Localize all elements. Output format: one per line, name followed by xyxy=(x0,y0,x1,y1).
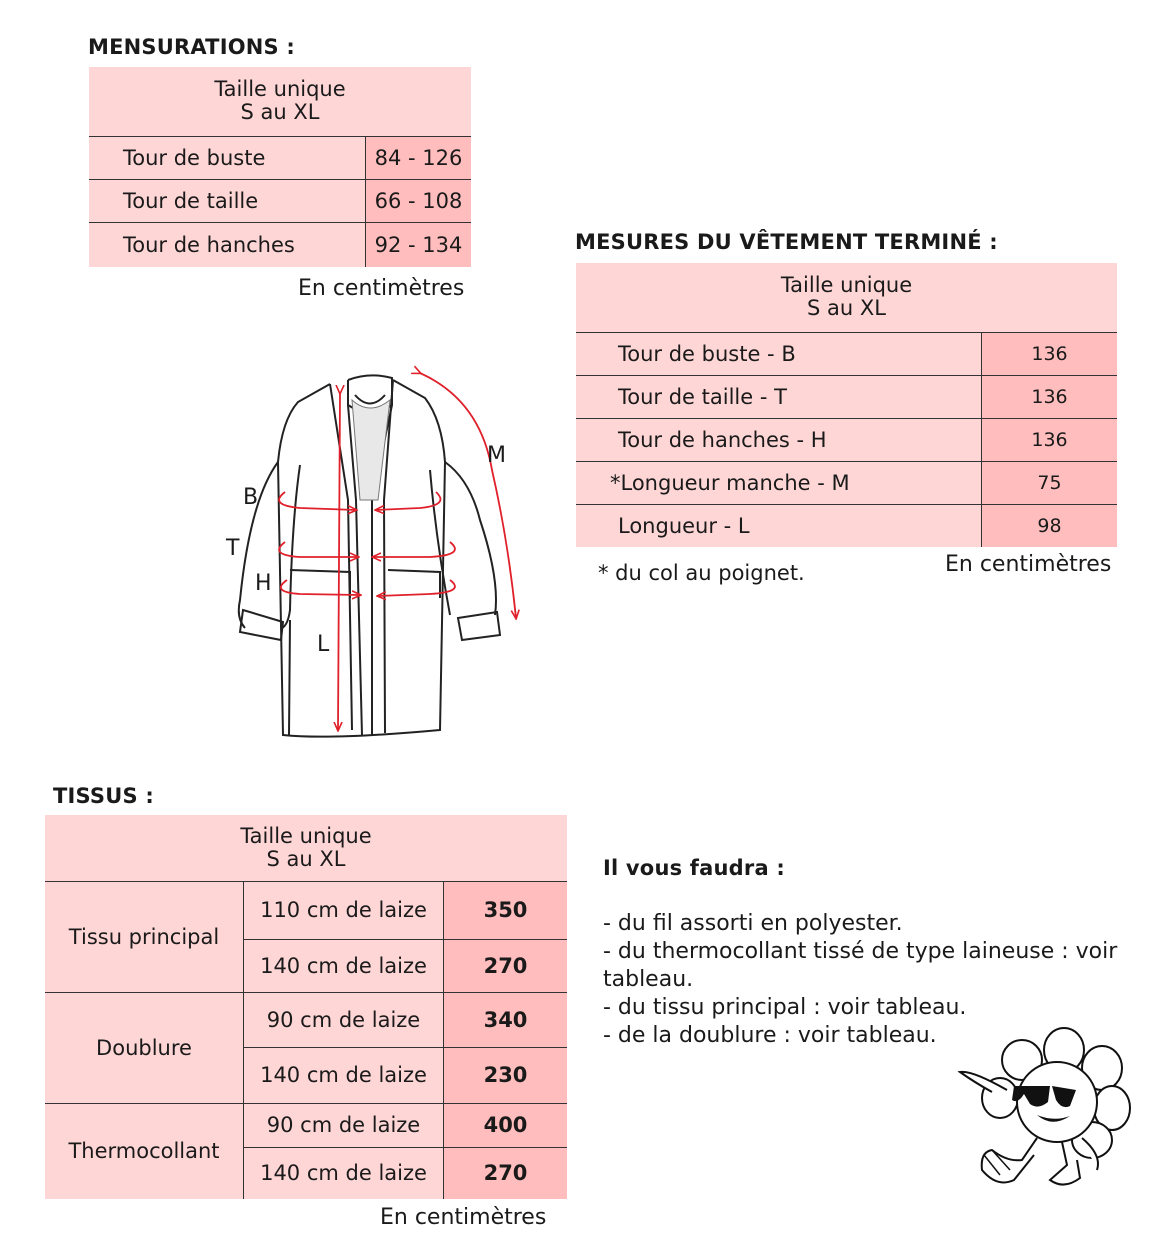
header-line-2: S au XL xyxy=(807,296,886,321)
tissus-unit: En centimètres xyxy=(380,1205,547,1230)
label-m: M xyxy=(487,443,506,468)
laize-width: 110 cm de laize xyxy=(244,881,444,939)
row-label: *Longueur manche - M xyxy=(576,461,982,504)
fabric-amount: 270 xyxy=(444,939,568,992)
row-label: Tour de hanches - H xyxy=(576,418,982,461)
fabric-amount: 270 xyxy=(444,1147,568,1199)
header-line-1: Taille unique xyxy=(780,273,913,298)
row-value: 84 - 126 xyxy=(366,136,472,179)
laize-width: 140 cm de laize xyxy=(244,1147,444,1199)
mensurations-title: MENSURATIONS : xyxy=(88,35,295,59)
fabric-amount: 350 xyxy=(444,881,568,939)
row-value: 136 xyxy=(982,332,1118,375)
row-value: 66 - 108 xyxy=(366,179,472,222)
header-line-2: S au XL xyxy=(240,100,320,125)
header-line-1: Taille unique xyxy=(214,77,346,102)
list-item: - du fil assorti en polyester. xyxy=(603,911,903,936)
list-item: - du tissu principal : voir tableau. xyxy=(603,995,967,1020)
label-h: H xyxy=(255,571,272,596)
table-row xyxy=(45,881,567,939)
label-l: L xyxy=(317,632,330,657)
table-row xyxy=(45,992,567,1047)
tissus-title: TISSUS : xyxy=(53,784,154,808)
fabric-amount: 340 xyxy=(444,992,568,1047)
finished-unit: En centimètres xyxy=(945,552,1112,577)
row-label: Tour de taille - T xyxy=(576,375,982,418)
row-value: 75 xyxy=(982,461,1118,504)
header-line-1: Taille unique xyxy=(240,823,372,848)
row-label: Tour de taille xyxy=(89,179,366,222)
fabric-amount: 400 xyxy=(444,1103,568,1147)
finished-title: MESURES DU VÊTEMENT TERMINÉ : xyxy=(575,230,998,254)
group-name: Doublure xyxy=(45,992,244,1103)
row-value: 98 xyxy=(982,504,1118,547)
needs-title: Il vous faudra : xyxy=(603,856,785,880)
row-label: Longueur - L xyxy=(576,504,982,547)
fabric-amount: 230 xyxy=(444,1047,568,1103)
list-item: - du thermocollant tissé de type laineuse : voir tableau. xyxy=(603,939,1118,992)
row-value: 136 xyxy=(982,375,1118,418)
header-line-2: S au XL xyxy=(266,846,346,871)
row-value: 136 xyxy=(982,418,1118,461)
laize-width: 90 cm de laize xyxy=(244,992,444,1047)
row-label: Tour de hanches xyxy=(89,222,366,267)
row-label: Tour de buste xyxy=(89,136,366,179)
flower-mascot-illustration xyxy=(952,1020,1142,1190)
laize-width: 140 cm de laize xyxy=(244,1047,444,1103)
row-value: 92 - 134 xyxy=(366,222,472,267)
finished-footnote: * du col au poignet. xyxy=(598,561,805,585)
measure-arrows xyxy=(279,373,516,730)
mensurations-unit: En centimètres xyxy=(298,276,465,301)
laize-width: 90 cm de laize xyxy=(244,1103,444,1147)
laize-width: 140 cm de laize xyxy=(244,939,444,992)
tissus-table xyxy=(45,815,567,1199)
label-b: B xyxy=(243,485,259,510)
list-item: - de la doublure : voir tableau. xyxy=(603,1023,937,1048)
tissus-header xyxy=(45,815,567,881)
label-t: T xyxy=(226,536,240,561)
table-row xyxy=(45,1103,567,1147)
group-name: Tissu principal xyxy=(45,881,244,992)
group-name: Thermocollant xyxy=(45,1103,244,1199)
row-label: Tour de buste - B xyxy=(576,332,982,375)
